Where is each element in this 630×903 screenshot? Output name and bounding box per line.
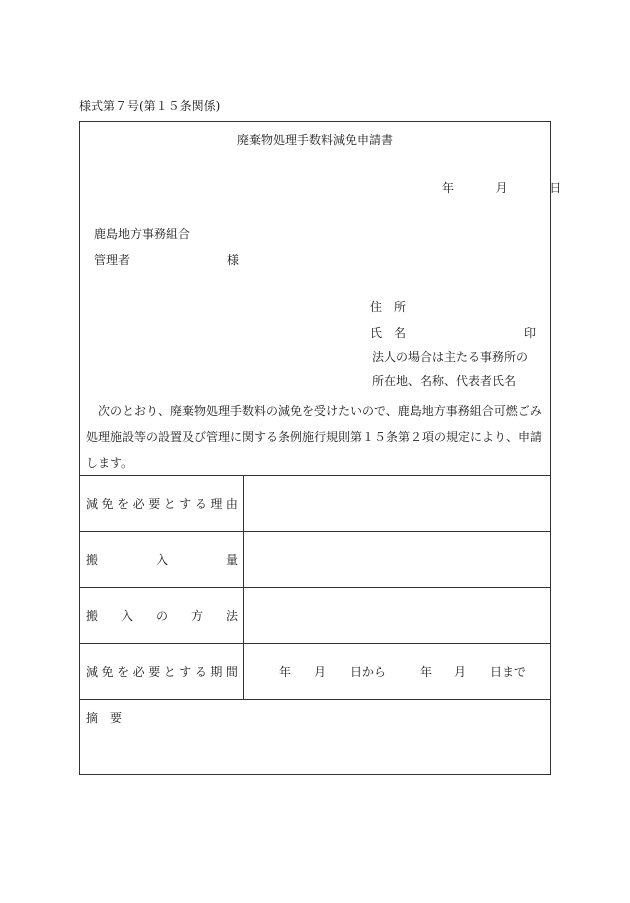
period-char: る [194, 665, 207, 679]
reason-char: 免 [101, 497, 114, 511]
method-char: の [155, 609, 168, 623]
period-to-month: 月 [454, 665, 467, 679]
period-from-day: 日から [350, 665, 387, 679]
period-char: す [179, 665, 192, 679]
remarks-input[interactable] [80, 699, 550, 774]
period-to-year: 年 [420, 665, 433, 679]
seal-mark: 印 [524, 326, 537, 340]
period-from-year: 年 [279, 665, 292, 679]
application-form [79, 121, 562, 775]
form-title: 廃棄物処理手数料減免申請書 [236, 133, 393, 147]
corporation-note-line-1: 法人の場合は主たる事務所の [372, 350, 529, 364]
method-char: 法 [225, 609, 238, 623]
period-from-month: 月 [314, 665, 327, 679]
amount-char: 入 [155, 553, 168, 567]
reason-label [86, 495, 238, 512]
reason-char: 由 [225, 497, 238, 511]
month-label: 月 [495, 181, 508, 195]
period-char: 必 [132, 665, 145, 679]
form-number: 様式第７号(第１５条関係) [79, 99, 221, 113]
reason-char: す [179, 497, 192, 511]
method-char: 搬 [86, 609, 99, 623]
reason-char: 要 [148, 497, 161, 511]
period-char: 免 [101, 665, 114, 679]
amount-input[interactable] [243, 531, 550, 587]
remarks-label: 摘 要 [86, 711, 123, 725]
address-label: 住 所 [370, 300, 407, 314]
amount-label [86, 551, 238, 568]
statement-line: 処理施設等の設置及び管理に関する条例施行規則第１５条第２項の規定により、申請 [86, 430, 543, 444]
reason-char: 必 [132, 497, 145, 511]
reason-char: 減 [86, 497, 99, 511]
period-char: を [117, 665, 130, 679]
day-label: 日 [549, 181, 562, 195]
corporation-note-line-2: 所在地、名称、代表者氏名 [372, 374, 517, 388]
statement-line: します。 [86, 456, 134, 470]
reason-input[interactable] [243, 475, 550, 531]
method-char: 方 [190, 609, 203, 623]
method-label [86, 607, 238, 624]
period-label [86, 663, 238, 680]
period-char: 期 [210, 665, 223, 679]
period-to-day: 日まで [490, 665, 527, 679]
period-char: 要 [148, 665, 161, 679]
reason-char: と [163, 497, 176, 511]
statement-line: 次のとおり、廃棄物処理手数料の減免を受けたいので、鹿島地方事務組合可燃ごみ [86, 404, 542, 418]
recipient-organization: 鹿島地方事務組合 [94, 227, 191, 241]
recipient-role: 管理者 [94, 253, 131, 267]
year-label: 年 [442, 181, 455, 195]
honorific: 様 [227, 253, 240, 267]
reason-char: る [194, 497, 207, 511]
name-label: 氏 名 [370, 326, 407, 340]
method-char: 入 [120, 609, 133, 623]
application-date [442, 179, 561, 196]
reason-char: を [117, 497, 130, 511]
method-input[interactable] [243, 587, 550, 643]
reason-char: 理 [210, 497, 223, 511]
period-char: 間 [225, 665, 238, 679]
period-char: と [163, 665, 176, 679]
period-char: 減 [86, 665, 99, 679]
request-statement [86, 398, 548, 476]
amount-char: 搬 [86, 553, 99, 567]
amount-char: 量 [225, 553, 238, 567]
